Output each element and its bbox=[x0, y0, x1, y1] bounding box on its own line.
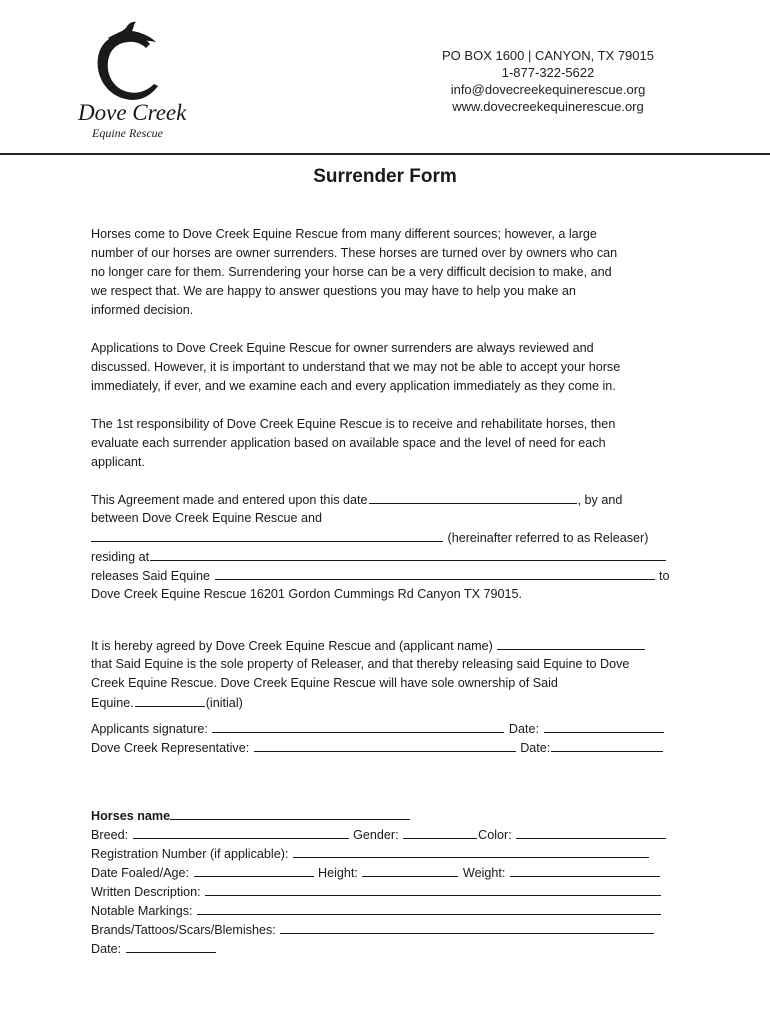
dove-c-logo-icon bbox=[70, 16, 170, 106]
height-label: Height: bbox=[318, 866, 358, 880]
representative-date-label: Date: bbox=[520, 741, 551, 755]
applicant-name-field[interactable] bbox=[497, 636, 645, 650]
releases-label: releases Said Equine bbox=[91, 569, 211, 583]
hereby-line: Creek Equine Rescue. Dove Creek Equine Rescue will have sole ownership of Said bbox=[91, 676, 558, 690]
responsibility-line: evaluate each surrender application based on available space and the level of need for each bbox=[91, 436, 606, 450]
policy-line: immediately, if ever, and we examine each and every application immediately as they come in. bbox=[91, 379, 616, 393]
horse-date-label: Date: bbox=[91, 942, 122, 956]
intro-line: informed decision. bbox=[91, 303, 194, 317]
description-row bbox=[91, 882, 662, 902]
intro-line: we respect that. We are happy to answer questions you may have to help you make an bbox=[91, 284, 576, 298]
to-label: to bbox=[659, 569, 670, 583]
applicant-date-field[interactable] bbox=[544, 719, 664, 733]
breed-field[interactable] bbox=[133, 825, 349, 839]
gender-label: Gender: bbox=[353, 828, 399, 842]
equine-label: Equine. bbox=[91, 696, 134, 710]
registration-label: Registration Number (if applicable): bbox=[91, 847, 289, 861]
agreement-by-and: , by and bbox=[577, 493, 623, 507]
page-title: Surrender Form bbox=[313, 166, 457, 187]
logo-subtext: Equine Rescue bbox=[92, 126, 163, 140]
intro-line: no longer care for them. Surrendering your horse can be a very difficult decision to make, and bbox=[91, 265, 612, 279]
foaled-label: Date Foaled/Age: bbox=[91, 866, 190, 880]
applicant-name-row bbox=[91, 636, 646, 656]
brands-row bbox=[91, 920, 655, 940]
horse-name-field[interactable] bbox=[170, 806, 410, 820]
horse-date-field[interactable] bbox=[126, 939, 216, 953]
rescue-address-line: Dove Creek Equine Rescue 16201 Gordon Cummings Rd Canyon TX 79015. bbox=[91, 587, 522, 601]
breed-label: Breed: bbox=[91, 828, 129, 842]
foaled-row bbox=[91, 863, 661, 883]
residing-label: residing at bbox=[91, 550, 150, 564]
weight-label: Weight: bbox=[462, 866, 506, 880]
weight-field[interactable] bbox=[510, 863, 660, 877]
horse-name-label: Horses name bbox=[91, 809, 171, 823]
height-field[interactable] bbox=[362, 863, 458, 877]
applicant-signature-label: Applicants signature: bbox=[91, 722, 208, 736]
description-label: Written Description: bbox=[91, 885, 201, 899]
agreement-date-row bbox=[91, 490, 622, 510]
gender-field[interactable] bbox=[403, 825, 477, 839]
applicant-signature-field[interactable] bbox=[212, 719, 504, 733]
applicant-signature-row bbox=[91, 719, 665, 739]
color-field[interactable] bbox=[516, 825, 666, 839]
hereby-label: It is hereby agreed by Dove Creek Equine Rescue and (applicant name) bbox=[91, 639, 493, 653]
initial-row bbox=[91, 693, 243, 713]
contact-address: PO BOX 1600 | CANYON, TX 79015 bbox=[442, 48, 654, 63]
releaser-name-field[interactable] bbox=[91, 528, 443, 542]
representative-signature-field[interactable] bbox=[254, 738, 516, 752]
breed-row bbox=[91, 825, 667, 845]
responsibility-line: applicant. bbox=[91, 455, 145, 469]
color-label: Color: bbox=[478, 828, 512, 842]
policy-line: Applications to Dove Creek Equine Rescue for owner surrenders are always reviewed and bbox=[91, 341, 594, 355]
logo bbox=[70, 16, 210, 140]
residing-address-field[interactable] bbox=[150, 547, 666, 561]
registration-field[interactable] bbox=[293, 844, 649, 858]
initial-label: (initial) bbox=[205, 696, 243, 710]
contact-email: info@dovecreekequinerescue.org bbox=[450, 82, 646, 97]
contact-website: www.dovecreekequinerescue.org bbox=[452, 99, 644, 114]
contact-block bbox=[398, 47, 698, 115]
agreement-between-row: between Dove Creek Equine Rescue and bbox=[91, 511, 323, 525]
registration-row bbox=[91, 844, 650, 864]
header-divider bbox=[0, 153, 770, 155]
residing-row bbox=[91, 547, 667, 567]
brands-label: Brands/Tattoos/Scars/Blemishes: bbox=[91, 923, 276, 937]
representative-row bbox=[91, 738, 664, 758]
equine-description-field[interactable] bbox=[215, 566, 655, 580]
brands-field[interactable] bbox=[280, 920, 654, 934]
markings-row bbox=[91, 901, 662, 921]
horse-name-row bbox=[91, 806, 411, 826]
horse-date-row bbox=[91, 939, 217, 959]
foaled-field[interactable] bbox=[194, 863, 314, 877]
responsibility-line: The 1st responsibility of Dove Creek Equine Rescue is to receive and rehabilitate horses, then bbox=[91, 417, 616, 431]
contact-phone: 1-877-322-5622 bbox=[501, 65, 595, 80]
policy-line: discussed. However, it is important to understand that we may not be able to accept your horse bbox=[91, 360, 621, 374]
initial-field[interactable] bbox=[135, 693, 205, 707]
applicant-date-label: Date: bbox=[508, 722, 540, 736]
releaser-label: (hereinafter referred to as Releaser) bbox=[444, 531, 649, 545]
hereby-line: that Said Equine is the sole property of Releaser, and that thereby releasing said Equine to Dove bbox=[91, 657, 630, 671]
intro-line: number of our horses are owner surrenders. These horses are turned over by owners who can bbox=[91, 246, 618, 260]
representative-label: Dove Creek Representative: bbox=[91, 741, 250, 755]
releaser-row bbox=[91, 528, 648, 548]
markings-field[interactable] bbox=[197, 901, 661, 915]
agreement-date-label: This Agreement made and entered upon this date bbox=[91, 493, 368, 507]
releases-row bbox=[91, 566, 670, 586]
markings-label: Notable Markings: bbox=[91, 904, 193, 918]
agreement-date-field[interactable] bbox=[369, 490, 577, 504]
intro-line: Horses come to Dove Creek Equine Rescue from many different sources; however, a large bbox=[91, 227, 597, 241]
logo-name: Dove Creek bbox=[78, 100, 187, 125]
representative-date-field[interactable] bbox=[551, 738, 663, 752]
description-field[interactable] bbox=[205, 882, 661, 896]
